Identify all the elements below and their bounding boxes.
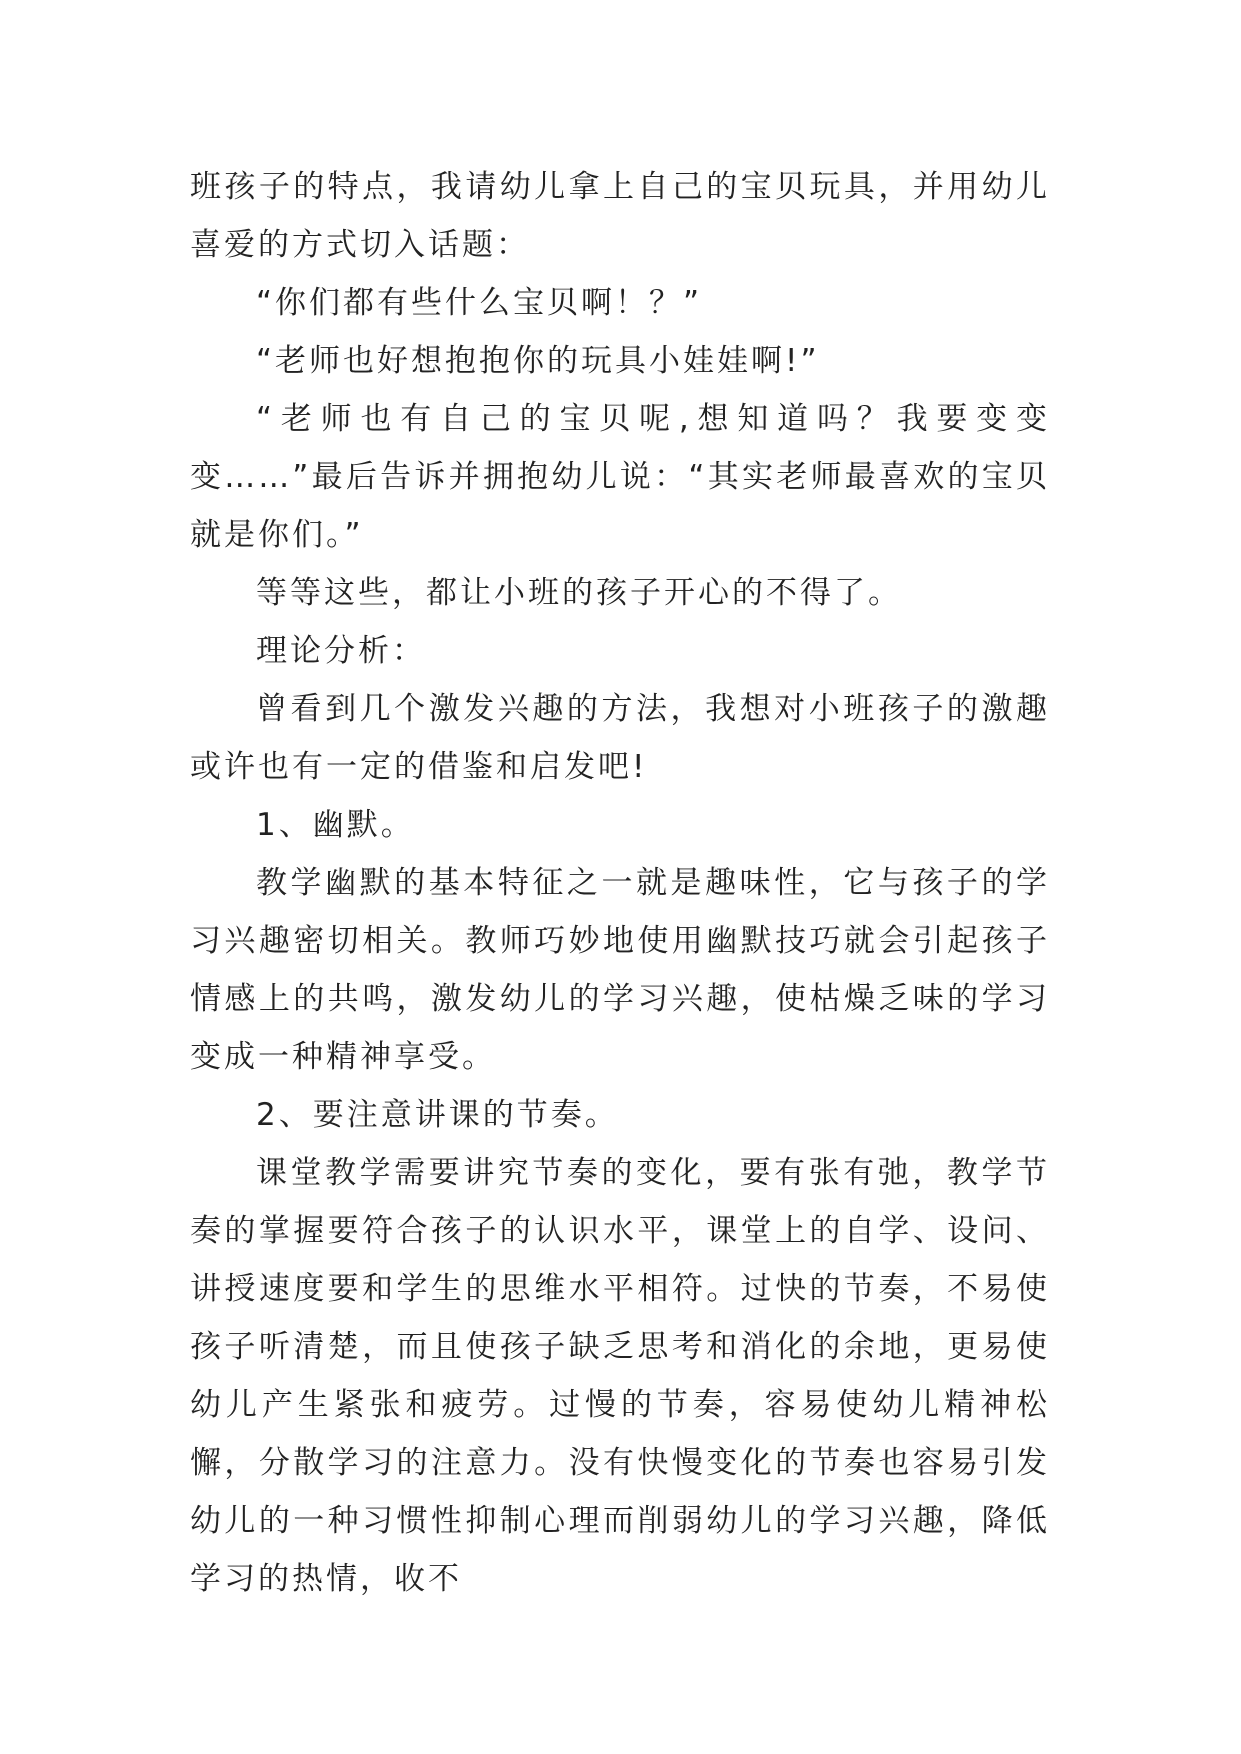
list-item-heading: 2、要注意讲课的节奏。: [256, 1097, 619, 1133]
list-item-heading: 1、幽默。: [256, 807, 415, 843]
paragraph: 等等这些，都让小班的孩子开心的不得了。: [256, 575, 902, 611]
paragraph: 教学幽默的基本特征之一就是趣味性，它与孩子的学习兴趣密切相关。教师巧妙地使用幽默技巧就会引起孩子情感上的共鸣，激发幼儿的学习兴趣，使枯燥乏味的学习变成一种精神享受。: [190, 865, 1050, 1075]
paragraph: 班孩子的特点，我请幼儿拿上自己的宝贝玩具，并用幼儿喜爱的方式切入话题：: [190, 169, 1050, 263]
section-heading: 理论分析：: [256, 633, 426, 669]
paragraph: “你们都有些什么宝贝啊！？”: [256, 285, 703, 321]
document-body: [190, 158, 1050, 1608]
paragraph: 曾看到几个激发兴趣的方法，我想对小班孩子的激趣或许也有一定的借鉴和启发吧!: [190, 691, 1050, 785]
paragraph: “老师也好想抱抱你的玩具小娃娃啊!”: [256, 343, 820, 379]
paragraph: “老师也有自己的宝贝呢,想知道吗？我要变变变……”最后告诉并拥抱幼儿说：“其实老师最喜欢的宝贝就是你们。”: [190, 401, 1050, 553]
paragraph: 课堂教学需要讲究节奏的变化，要有张有弛，教学节奏的掌握要符合孩子的认识水平，课堂上的自学、设问、讲授速度要和学生的思维水平相符。过快的节奏，不易使孩子听清楚，而且使孩子缺乏思考和消化的余地，更易使幼儿产生紧张和疲劳。过慢的节奏，容易使幼儿精神松懈，分散学习的注意力。没有快慢变化的节奏也容易引发幼儿的一种习惯性抑制心理而削弱幼儿的学习兴趣，降低学习的热情，收不: [190, 1155, 1050, 1597]
